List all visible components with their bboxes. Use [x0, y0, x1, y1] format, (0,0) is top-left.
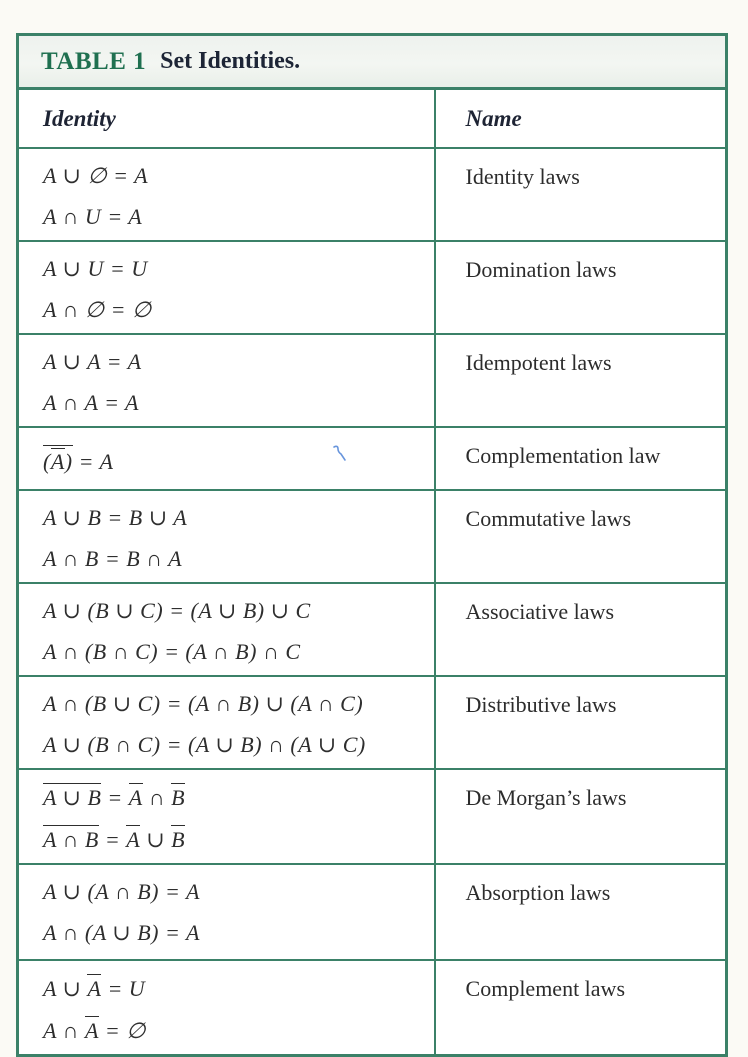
- name-cell: [436, 865, 725, 959]
- name-cell: [436, 335, 725, 426]
- table-row: [19, 959, 725, 1054]
- identity-formula: A ∪ (B ∩ C) = (A ∪ B) ∩ (A ∪ C): [43, 731, 366, 757]
- name-cell: [436, 961, 725, 1054]
- table-row: [19, 147, 725, 240]
- set-identities-table: [16, 33, 728, 1057]
- table-row: [19, 240, 725, 333]
- complement-overline: A ∩ B: [43, 826, 99, 852]
- identity-formula: (A) = A: [43, 445, 428, 476]
- name-cell: [436, 677, 725, 768]
- identity-formula: A ∪ B = B ∪ A: [43, 505, 188, 530]
- law-name: Commutative laws: [465, 506, 632, 531]
- identity-formula: A ∪ A = A: [43, 349, 142, 374]
- table-row: [19, 863, 725, 959]
- complement-overline: B: [171, 785, 186, 810]
- identity-formula: A ∪ A = U: [43, 976, 146, 1001]
- table-row: [19, 333, 725, 426]
- complement-overline: A: [50, 448, 65, 474]
- complement-overline: A: [84, 1017, 99, 1043]
- law-name: Complementation law: [465, 443, 661, 468]
- identity-formula: A ∩ (B ∩ C) = (A ∩ B) ∩ C: [43, 638, 301, 664]
- identity-formula: A ∩ A = ∅: [43, 1017, 146, 1043]
- complement-overline: A: [128, 785, 143, 810]
- name-cell: [436, 491, 725, 582]
- identity-cell: [19, 428, 436, 489]
- identity-formula: A ∪ (B ∪ C) = (A ∪ B) ∪ C: [43, 598, 311, 623]
- column-header-identity: Identity: [19, 90, 436, 147]
- table-row: [19, 426, 725, 489]
- identity-cell: [19, 865, 436, 959]
- identity-formula: A ∩ B = A ∪ B: [43, 826, 186, 852]
- identity-formula: A ∪ B = A ∩ B: [43, 785, 186, 810]
- table-row: [19, 489, 725, 582]
- table-row: [19, 582, 725, 675]
- law-name: Absorption laws: [465, 880, 611, 905]
- table-number-label: TABLE 1: [41, 47, 147, 75]
- identity-formula: A ∩ U = A: [43, 203, 143, 229]
- law-name: Idempotent laws: [465, 350, 612, 375]
- name-cell: [436, 584, 725, 675]
- identity-cell: [19, 335, 436, 426]
- column-header-name: Name: [465, 105, 522, 131]
- identity-cell: [19, 961, 436, 1054]
- complement-overline: A ∪ B: [43, 785, 102, 810]
- identity-formula: A ∩ A = A: [43, 389, 139, 415]
- identity-cell: [19, 770, 436, 863]
- name-cell: [436, 770, 725, 863]
- identity-formula: A ∩ ∅ = ∅: [43, 296, 152, 322]
- column-header-row: [19, 90, 725, 147]
- identity-formula: A ∩ (A ∪ B) = A: [43, 919, 200, 945]
- identity-cell: [19, 584, 436, 675]
- complement-overline: A: [126, 826, 141, 852]
- table-row: [19, 768, 725, 863]
- name-cell: [436, 428, 725, 489]
- law-name: Distributive laws: [465, 692, 617, 717]
- identity-cell: [19, 242, 436, 333]
- name-cell: [436, 149, 725, 240]
- complement-overline: A: [87, 976, 102, 1001]
- table-row: [19, 675, 725, 768]
- identity-formula: A ∪ (A ∩ B) = A: [43, 879, 200, 904]
- table-title-text: Set Identities.: [160, 48, 301, 74]
- law-name: Domination laws: [465, 257, 617, 282]
- identity-cell: [19, 677, 436, 768]
- identity-formula: A ∩ (B ∪ C) = (A ∩ B) ∪ (A ∩ C): [43, 691, 364, 716]
- identity-formula: A ∪ U = U: [43, 256, 148, 281]
- identity-formula: A ∪ ∅ = A: [43, 163, 149, 188]
- law-name: Associative laws: [465, 599, 614, 624]
- name-cell: [436, 242, 725, 333]
- complement-overline: B: [171, 826, 186, 852]
- table-rows: [19, 147, 725, 1054]
- table-title-band: [19, 36, 725, 90]
- law-name: De Morgan’s laws: [465, 785, 627, 810]
- identity-cell: [19, 149, 436, 240]
- identity-cell: [19, 491, 436, 582]
- law-name: Complement laws: [465, 976, 626, 1001]
- law-name: Identity laws: [465, 164, 580, 189]
- identity-formula: A ∩ B = B ∩ A: [43, 545, 183, 571]
- complement-overline: (A): [43, 445, 73, 473]
